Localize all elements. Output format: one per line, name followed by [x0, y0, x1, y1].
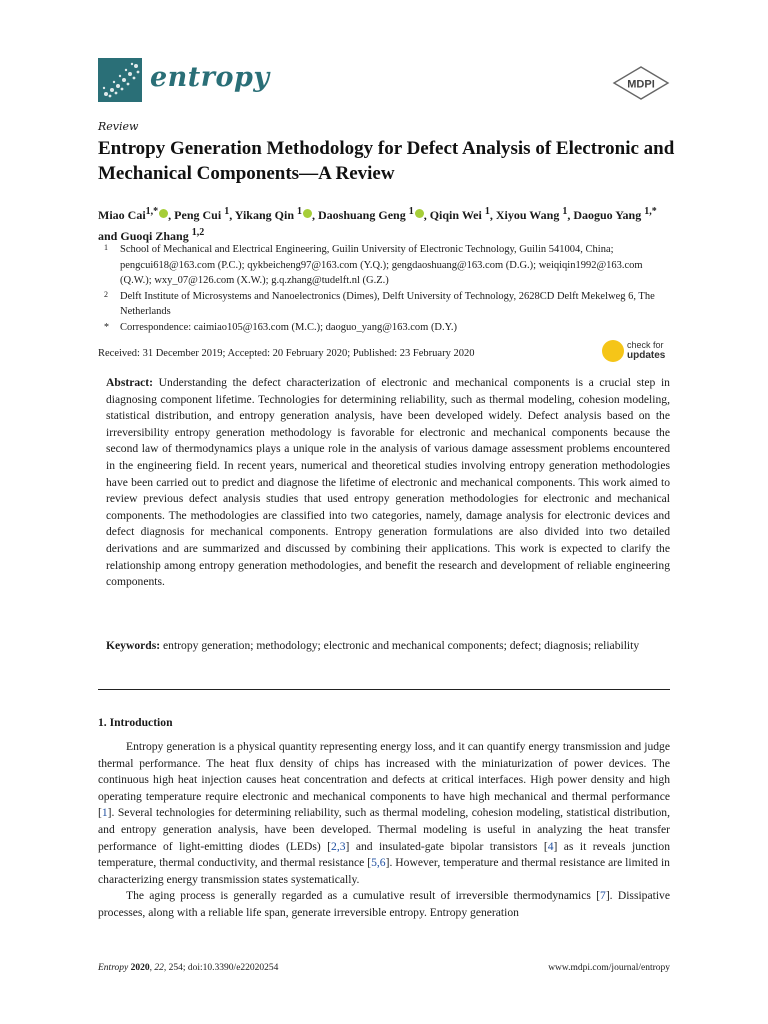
citation-link[interactable]: 5,6 [371, 856, 386, 870]
author: Daoshuang Geng [318, 208, 406, 222]
journal-logo-icon [98, 58, 142, 102]
footer-citation: Entropy 2020, 22, 254; doi:10.3390/e22020254 [98, 963, 279, 973]
orcid-icon [159, 209, 168, 218]
publisher-logo-icon [612, 66, 670, 100]
check-updates-label-bold: updates [627, 350, 666, 361]
divider [98, 689, 670, 690]
author: Peng Cui [174, 208, 222, 222]
orcid-icon [303, 209, 312, 218]
journal-name: entropy [150, 62, 270, 93]
keywords [106, 638, 670, 655]
footer-url[interactable]: www.mdpi.com/journal/entropy [548, 963, 670, 973]
citation-link[interactable]: 1 [101, 806, 108, 820]
section-heading: 1. Introduction [98, 716, 173, 729]
abstract-label: Abstract: [106, 376, 154, 389]
check-updates-label: check for [627, 340, 664, 350]
orcid-icon [415, 209, 424, 218]
article-type: Review [98, 120, 139, 133]
citation-link[interactable]: 7 [600, 889, 606, 903]
paragraph: Entropy generation is a physical quantity representing energy loss, and it can quantify energy transmission and judge thermal performance. The heat flux density of chips has increased with the miniaturization of power devices. The continuous high heat injection causes heat concentration and defects at critical interfaces. High power density and high operating temperature require electronic and mechanical components to have high mechanical and thermal performance [1]. Several technologies for determining reliability, such as thermal modeling, cohesion modeling, statistical distribution, and entropy generation analysis, have been developed. Thermal modeling is useful in analyzing the heat transfer performance of light-emitting diodes (LEDs) [2,3] and insulated-gate bipolar transistors [4] as it reveals junction temperature, thermal conductivity, and thermal resistance [5,6]. However, temperature and thermal resistance are limited in characterizing energy transmission states systematically. [98, 740, 670, 886]
check-updates-icon [602, 340, 624, 362]
author-list: Miao Cai$^{1,*}$ , Peng Cui $^1$, Yikang Qin $^1$ , Daoshuang Geng $^1$ , Qiqin Wei $^1$, Xiyou Wang $^1$, Daoguo Yang $^{1,*}$ and Guoqi Zhang $^{1,2}$ [98, 206, 657, 243]
abstract-text: Understanding the defect characterization of electronic and mechanical components is a crucial step in diagnosing component lifetime. Technologies for determining reliability, such as thermal modeling, cohesion modeling, statistical distribution, and entropy generation analysis, have been developed widely. Defect analysis based on the irreversibility entropy generation methodology is favorable for electronic and mechanical components because the second law of thermodynamics plays a unique role in the analysis of various damage assessment problems encountered in the engineering field. In recent years, numerical and theoretical studies involving entropy generation methodologies have been carried out to predict and diagnose the lifetime of electronic and mechanical components. This work aimed to review previous defect analysis studies that used entropy generation methodologies for electronic and mechanical components. The methodologies are classified into two categories, namely, damage analysis for electronic devices and defect diagnosis for mechanical components. Entropy generation formulations are also divided into two detailed derivations and are summarized and discussed by combining their applications. This work is expected to clarify the relationship among entropy generation methodologies, and benefit the research and development of reliable engineering components. [106, 376, 670, 589]
affiliation: 1 School of Mechanical and Electrical Engineering, Guilin University of Electronic Technology, Guilin 541004, China; pengcui618@163.com (P.C.); qykbeicheng97@163.com (Y.Q.); gengdaoshuang@163.com (D.G.); weiqiqin1992@163.com (Q.W.); wxy_07@126.com (X.W.); g.q.zhang@tudelft.nl (G.Z.) [104, 243, 643, 286]
author: Qiqin Wei [429, 208, 482, 222]
abstract [106, 375, 670, 591]
author: Guoqi Zhang [120, 229, 189, 243]
affiliation: * Correspondence: caimiao105@163.com (M.C.); daoguo_yang@163.com (D.Y.) [104, 321, 457, 333]
citation-link[interactable]: 2,3 [331, 839, 346, 853]
body-text [98, 739, 670, 922]
author: Yikang Qin [234, 208, 294, 222]
author: Xiyou Wang [495, 208, 560, 222]
keywords-label: Keywords: [106, 639, 161, 652]
author: Daoguo Yang [573, 208, 642, 222]
affiliation: 2 Delft Institute of Microsystems and Nanoelectronics (Dimes), Delft University of Technology, 2628CD Delft Mekelweg 6, The Netherlands [104, 289, 655, 317]
publication-dates: Received: 31 December 2019; Accepted: 20 February 2020; Published: 23 February 2020 [98, 348, 475, 359]
author: Miao Cai [98, 208, 146, 222]
keywords-text: entropy generation; methodology; electronic and mechanical components; defect; diagnosis; reliability [163, 639, 640, 652]
paper-title: Entropy Generation Methodology for Defect Analysis of Electronic and Mechanical Components—A Review [98, 138, 675, 184]
publisher-logo-text: MDPI [627, 78, 655, 91]
check-for-updates-button[interactable] [602, 338, 670, 364]
affiliations [98, 242, 670, 335]
citation-link[interactable]: 4 [547, 839, 554, 853]
paragraph: The aging process is generally regarded as a cumulative result of irreversible thermodynamics [7]. Dissipative processes, along with a reliable life span, generate irreversible entropy. Entropy generation [98, 889, 670, 919]
